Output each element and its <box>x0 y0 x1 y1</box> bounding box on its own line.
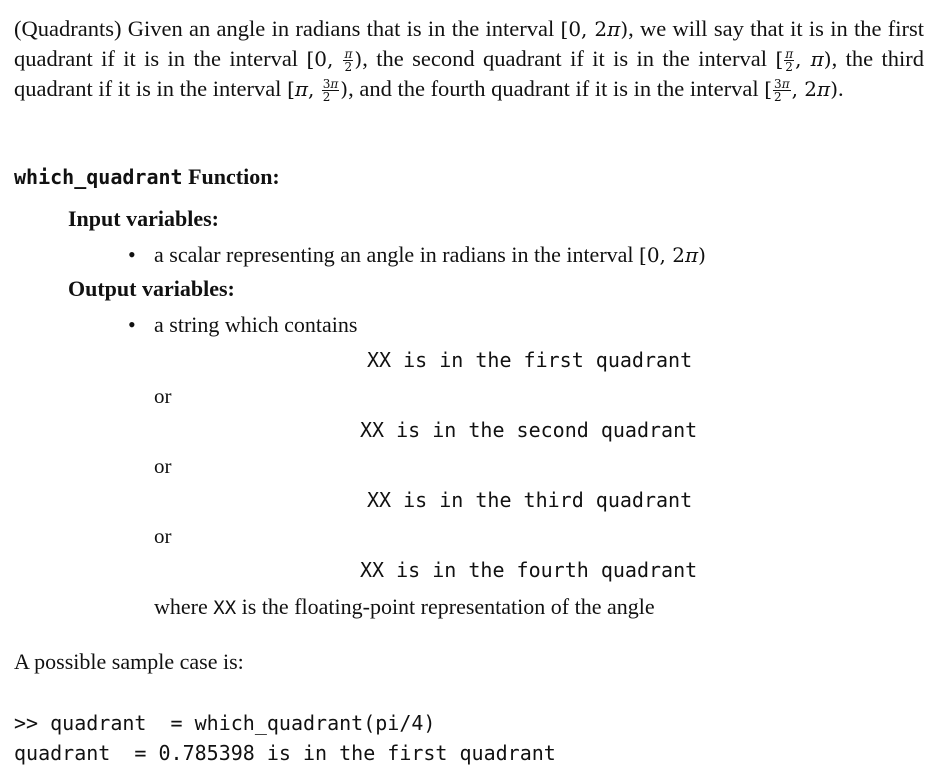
input-interval: [0, 2π) <box>639 243 706 267</box>
bullet-dot-icon: • <box>128 312 136 337</box>
intro-text-5: , and the fourth quadrant if it is in the interval <box>348 76 759 101</box>
function-heading-suffix: Function: <box>188 164 280 189</box>
or-word: or <box>154 384 172 408</box>
sample-intro: A possible sample case is: <box>14 649 244 674</box>
output-option-fourth: XX is in the fourth quadrant <box>360 558 698 582</box>
function-name: which_quadrant <box>14 165 183 189</box>
sample-code-line-1: >> quadrant = which_quadrant(pi/4) <box>14 711 436 735</box>
intro-paragraph <box>14 14 924 104</box>
bullet-dot-icon: • <box>128 242 136 267</box>
output-option-second: XX is in the second quadrant <box>360 418 698 442</box>
intro-text-4: , the third quadrant if it is in the interval <box>14 46 925 101</box>
output-option-first: XX is in the first quadrant <box>367 348 693 372</box>
where-line <box>154 594 655 620</box>
output-variables-title: Output variables: <box>68 276 235 301</box>
interval-third: [π, $\frac{3\pi}{2}$ ) <box>287 77 349 105</box>
or-word: or <box>154 454 172 478</box>
where-code: XX <box>213 597 237 619</box>
sample-code-line-2: quadrant = 0.785398 is in the first quadrant <box>14 741 556 765</box>
output-bullet-text: a string which contains <box>154 312 358 337</box>
input-bullet-text: a scalar representing an angle in radians in the interval <box>154 242 634 267</box>
function-heading <box>14 164 280 190</box>
input-bullet <box>128 242 706 268</box>
where-pre: where <box>154 594 208 619</box>
output-bullet <box>128 312 357 338</box>
intro-text-2: , we will say that it is in the first quadrant if it is in the interval <box>14 16 925 71</box>
or-word: or <box>154 524 172 548</box>
interval-second: [ $\frac{\pi}{2}$ , π) <box>775 47 832 75</box>
intro-label: (Quadrants) <box>14 16 122 41</box>
interval-first: [0, $\frac{\pi}{2}$ ) <box>306 47 363 75</box>
intro-text-6: . <box>838 76 844 101</box>
intro-text-1: Given an angle in radians that is in the interval <box>127 16 555 41</box>
interval-fourth: [ $\frac{3\pi}{2}$ , 2π) <box>764 77 838 105</box>
input-variables-title: Input variables: <box>68 206 219 231</box>
where-post: is the floating-point representation of the angle <box>241 594 655 619</box>
interval-0-2pi: [0, 2π) <box>560 17 629 41</box>
output-option-third: XX is in the third quadrant <box>367 488 693 512</box>
intro-text-3: , the second quadrant if it is in the interval <box>362 46 768 71</box>
